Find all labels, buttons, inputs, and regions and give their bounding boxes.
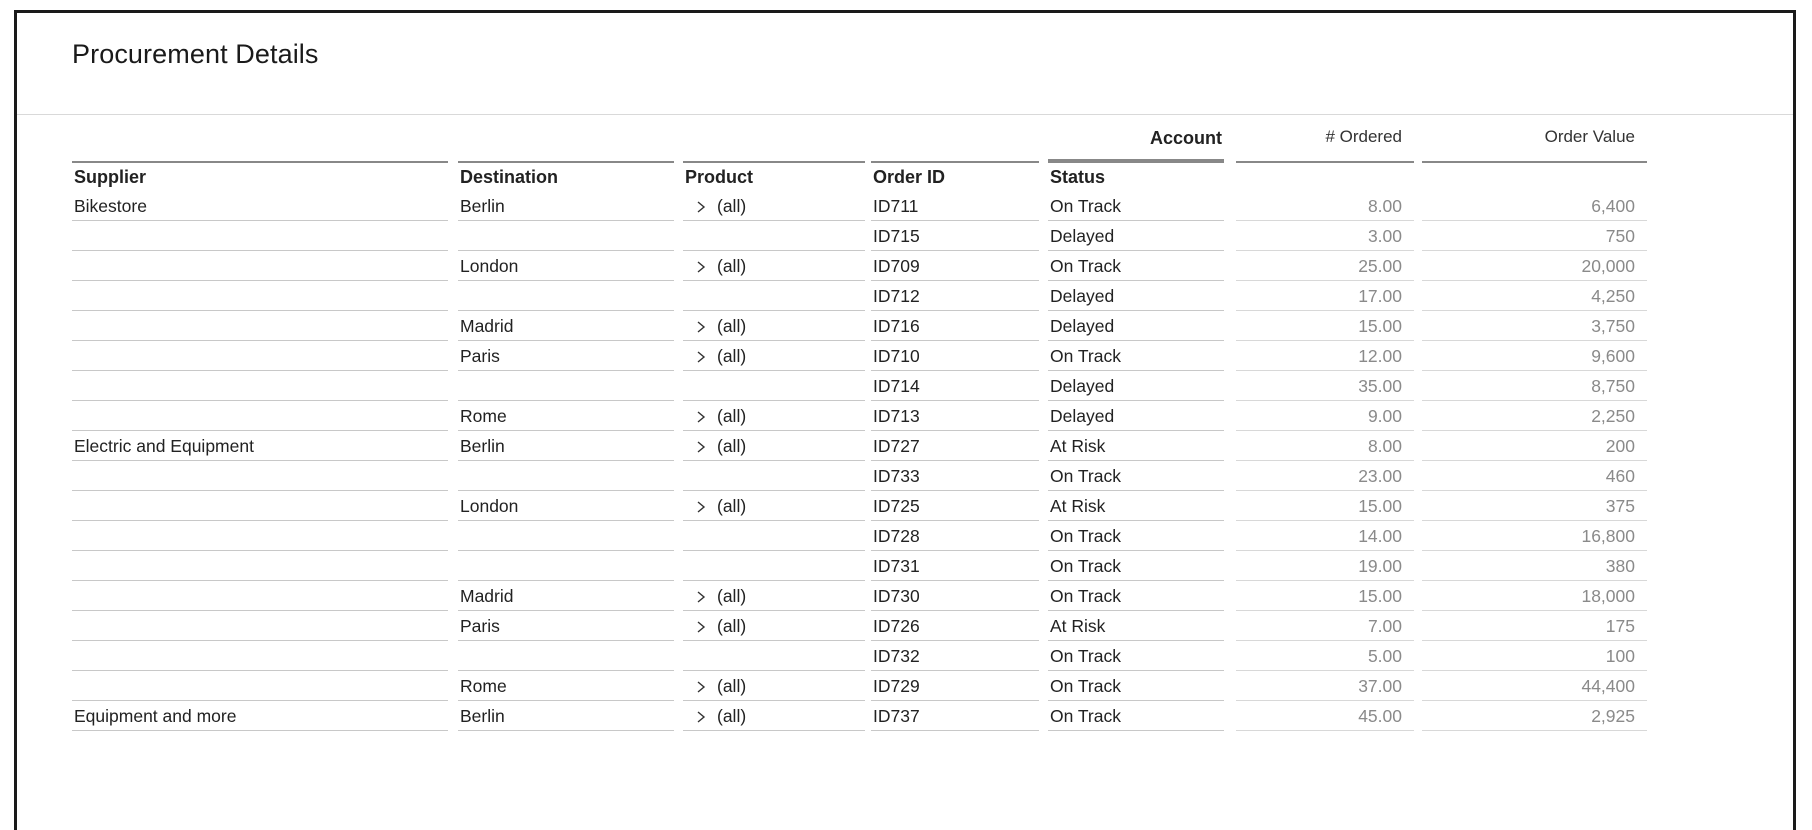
cell-status: At Risk: [1048, 491, 1224, 521]
cell-ordered: 7.00: [1236, 611, 1414, 641]
report-frame: [14, 10, 1796, 830]
header-product[interactable]: Product: [683, 161, 865, 191]
cell-product[interactable]: [683, 191, 865, 221]
product-member-label: (all): [717, 406, 747, 426]
cell-product[interactable]: [683, 581, 865, 611]
table-row: [17, 341, 1799, 371]
chevron-right-icon[interactable]: [695, 681, 707, 693]
cell-product[interactable]: [683, 401, 865, 431]
cell-order-id: ID726: [871, 611, 1039, 641]
table-row: [17, 521, 1799, 551]
cell-ordered: 35.00: [1236, 371, 1414, 401]
cell-status: On Track: [1048, 251, 1224, 281]
cell-order-id: ID732: [871, 641, 1039, 671]
cell-ordered: 25.00: [1236, 251, 1414, 281]
cell-supplier: [72, 581, 448, 611]
cell-ordered: 15.00: [1236, 311, 1414, 341]
cell-supplier: Equipment and more: [72, 701, 448, 731]
cell-product[interactable]: [683, 341, 865, 371]
table-row: [17, 281, 1799, 311]
cell-order-id: ID733: [871, 461, 1039, 491]
cell-destination: Berlin: [458, 191, 674, 221]
cell-order-value: 20,000: [1422, 251, 1647, 281]
cell-product[interactable]: [683, 671, 865, 701]
cell-order-id: ID725: [871, 491, 1039, 521]
cell-destination: [458, 281, 674, 311]
cell-supplier: [72, 281, 448, 311]
chevron-right-icon[interactable]: [695, 441, 707, 453]
product-member-label: (all): [717, 706, 747, 726]
cell-product: [683, 281, 865, 311]
title-divider: [17, 114, 1793, 115]
cell-status: On Track: [1048, 521, 1224, 551]
header-order-id[interactable]: Order ID: [871, 161, 1039, 191]
cell-product[interactable]: [683, 611, 865, 641]
cell-supplier: [72, 461, 448, 491]
cell-destination: London: [458, 491, 674, 521]
cell-ordered: 8.00: [1236, 431, 1414, 461]
product-member-label: (all): [717, 256, 747, 276]
header-account[interactable]: Account: [1150, 128, 1222, 148]
table-row: [17, 551, 1799, 581]
cell-order-id: ID709: [871, 251, 1039, 281]
header-order-value[interactable]: Order Value: [1422, 127, 1647, 163]
table-row: [17, 611, 1799, 641]
table-row: [17, 401, 1799, 431]
cell-supplier: [72, 641, 448, 671]
cell-supplier: [72, 521, 448, 551]
cell-ordered: 9.00: [1236, 401, 1414, 431]
table-row: [17, 311, 1799, 341]
cell-order-id: ID714: [871, 371, 1039, 401]
product-member-label: (all): [717, 496, 747, 516]
cell-ordered: 15.00: [1236, 491, 1414, 521]
cell-order-id: ID716: [871, 311, 1039, 341]
cell-supplier: Bikestore: [72, 191, 448, 221]
cell-status: On Track: [1048, 641, 1224, 671]
cell-ordered: 23.00: [1236, 461, 1414, 491]
table-row: [17, 701, 1799, 731]
cell-supplier: [72, 251, 448, 281]
cell-status: At Risk: [1048, 431, 1224, 461]
cell-ordered: 5.00: [1236, 641, 1414, 671]
cell-destination: Berlin: [458, 431, 674, 461]
cell-ordered: 3.00: [1236, 221, 1414, 251]
cell-ordered: 19.00: [1236, 551, 1414, 581]
cell-order-id: ID713: [871, 401, 1039, 431]
table-row: [17, 251, 1799, 281]
product-member-label: (all): [717, 616, 747, 636]
page-title: Procurement Details: [72, 39, 319, 69]
cell-product: [683, 521, 865, 551]
cell-destination: Madrid: [458, 581, 674, 611]
cell-status: Delayed: [1048, 221, 1224, 251]
cell-status: On Track: [1048, 701, 1224, 731]
header-destination[interactable]: Destination: [458, 161, 674, 191]
cell-order-id: ID731: [871, 551, 1039, 581]
cell-destination: Paris: [458, 341, 674, 371]
header-supplier[interactable]: Supplier: [72, 161, 448, 191]
product-member-label: (all): [717, 586, 747, 606]
cell-order-id: ID711: [871, 191, 1039, 221]
cell-status: On Track: [1048, 551, 1224, 581]
chevron-right-icon[interactable]: [695, 621, 707, 633]
product-member-label: (all): [717, 346, 747, 366]
product-member-label: (all): [717, 676, 747, 696]
cell-product[interactable]: [683, 431, 865, 461]
cell-status: Delayed: [1048, 311, 1224, 341]
cell-destination: Paris: [458, 611, 674, 641]
cell-destination: Rome: [458, 671, 674, 701]
cell-order-value: 200: [1422, 431, 1647, 461]
cell-supplier: [72, 311, 448, 341]
cell-supplier: Electric and Equipment: [72, 431, 448, 461]
cell-order-value: 6,400: [1422, 191, 1647, 221]
chevron-right-icon[interactable]: [695, 201, 707, 213]
cell-destination: [458, 461, 674, 491]
cell-order-id: ID737: [871, 701, 1039, 731]
table-row: [17, 221, 1799, 251]
cell-order-value: 44,400: [1422, 671, 1647, 701]
cell-ordered: 15.00: [1236, 581, 1414, 611]
cell-destination: Rome: [458, 401, 674, 431]
cell-order-id: ID715: [871, 221, 1039, 251]
cell-destination: [458, 371, 674, 401]
cell-supplier: [72, 221, 448, 251]
cell-destination: Madrid: [458, 311, 674, 341]
cell-order-id: ID730: [871, 581, 1039, 611]
cell-destination: Berlin: [458, 701, 674, 731]
cell-order-id: ID712: [871, 281, 1039, 311]
cell-order-value: 3,750: [1422, 311, 1647, 341]
cell-ordered: 12.00: [1236, 341, 1414, 371]
cell-destination: [458, 641, 674, 671]
cell-ordered: 45.00: [1236, 701, 1414, 731]
cell-order-id: ID727: [871, 431, 1039, 461]
cell-order-value: 8,750: [1422, 371, 1647, 401]
chevron-right-icon[interactable]: [695, 711, 707, 723]
cell-order-value: 175: [1422, 611, 1647, 641]
cell-supplier: [72, 671, 448, 701]
cell-supplier: [72, 611, 448, 641]
cell-ordered: 14.00: [1236, 521, 1414, 551]
cell-product[interactable]: [683, 311, 865, 341]
cell-ordered: 17.00: [1236, 281, 1414, 311]
cell-destination: [458, 551, 674, 581]
cell-order-value: 750: [1422, 221, 1647, 251]
product-member-label: (all): [717, 316, 747, 336]
table-row: [17, 191, 1799, 221]
cell-destination: London: [458, 251, 674, 281]
cell-status: At Risk: [1048, 611, 1224, 641]
chevron-right-icon[interactable]: [695, 321, 707, 333]
cell-status: On Track: [1048, 671, 1224, 701]
cell-supplier: [72, 341, 448, 371]
product-member-label: (all): [717, 436, 747, 456]
cell-destination: [458, 521, 674, 551]
cell-product[interactable]: [683, 491, 865, 521]
table-row: [17, 671, 1799, 701]
cell-product: [683, 461, 865, 491]
chevron-right-icon[interactable]: [695, 261, 707, 273]
cell-order-id: ID729: [871, 671, 1039, 701]
cell-status: On Track: [1048, 341, 1224, 371]
cell-ordered: 37.00: [1236, 671, 1414, 701]
cell-product[interactable]: [683, 251, 865, 281]
table-row: [17, 641, 1799, 671]
cell-status: On Track: [1048, 581, 1224, 611]
header-status[interactable]: Status: [1048, 161, 1224, 191]
cell-product: [683, 371, 865, 401]
cell-product: [683, 551, 865, 581]
cell-order-value: 375: [1422, 491, 1647, 521]
cell-status: On Track: [1048, 461, 1224, 491]
cell-order-value: 16,800: [1422, 521, 1647, 551]
cell-product[interactable]: [683, 701, 865, 731]
cell-product: [683, 221, 865, 251]
table-row: [17, 371, 1799, 401]
cell-order-value: 18,000: [1422, 581, 1647, 611]
table-row: [17, 491, 1799, 521]
cell-order-value: 9,600: [1422, 341, 1647, 371]
table-row: [17, 461, 1799, 491]
cell-order-value: 380: [1422, 551, 1647, 581]
chevron-right-icon[interactable]: [695, 591, 707, 603]
cell-order-value: 2,925: [1422, 701, 1647, 731]
cell-product: [683, 641, 865, 671]
cell-status: Delayed: [1048, 401, 1224, 431]
header-ordered[interactable]: # Ordered: [1236, 127, 1414, 163]
cell-supplier: [72, 371, 448, 401]
table-row: [17, 431, 1799, 461]
cell-status: Delayed: [1048, 371, 1224, 401]
cell-supplier: [72, 491, 448, 521]
chevron-right-icon[interactable]: [695, 411, 707, 423]
cell-order-value: 460: [1422, 461, 1647, 491]
cell-status: On Track: [1048, 191, 1224, 221]
cell-order-value: 100: [1422, 641, 1647, 671]
cell-order-id: ID710: [871, 341, 1039, 371]
cell-destination: [458, 221, 674, 251]
cell-supplier: [72, 551, 448, 581]
chevron-right-icon[interactable]: [695, 501, 707, 513]
table-row: [17, 581, 1799, 611]
cell-supplier: [72, 401, 448, 431]
cell-order-value: 2,250: [1422, 401, 1647, 431]
product-member-label: (all): [717, 196, 747, 216]
cell-ordered: 8.00: [1236, 191, 1414, 221]
cell-status: Delayed: [1048, 281, 1224, 311]
cell-order-value: 4,250: [1422, 281, 1647, 311]
chevron-right-icon[interactable]: [695, 351, 707, 363]
cell-order-id: ID728: [871, 521, 1039, 551]
